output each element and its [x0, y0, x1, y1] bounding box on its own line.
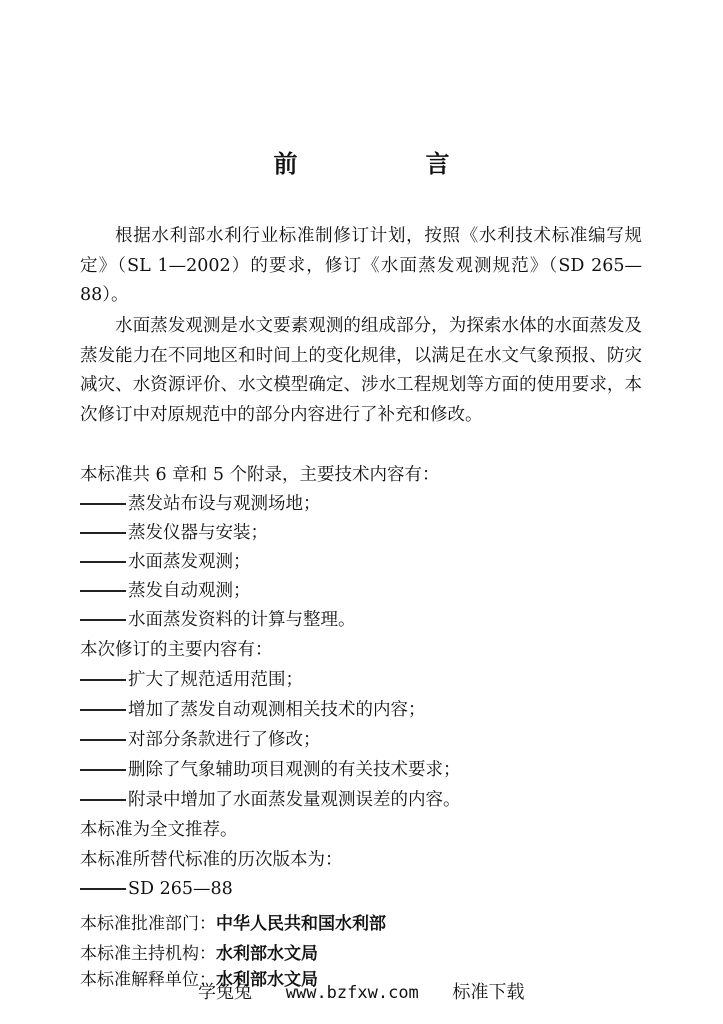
dash-mark	[80, 561, 126, 563]
tech-item-text: 蒸发自动观测；	[128, 581, 251, 601]
tech-item	[80, 490, 321, 519]
revision-item-text: 附录中增加了水面蒸发量观测误差的内容。	[128, 790, 461, 810]
revision-item-text: 对部分条款进行了修改；	[128, 730, 321, 750]
tech-item	[80, 548, 251, 577]
dash-mark	[80, 709, 126, 711]
approval-dept-value: 中华人民共和国水利部	[216, 914, 386, 934]
tech-item-text: 蒸发仪器与安装；	[128, 523, 268, 543]
revision-item-text: 扩大了规范适用范围；	[128, 670, 303, 690]
approval-host-value: 水利部水文局	[216, 944, 318, 964]
revision-item	[80, 696, 426, 725]
tech-item-text: 水面蒸发观测；	[128, 552, 251, 572]
watermark-name: 学兔兔	[198, 982, 252, 1003]
dash-mark	[80, 503, 126, 505]
watermark-url: www.bzfxw.com	[285, 983, 419, 1003]
dash-mark	[80, 619, 126, 621]
tech-item	[80, 606, 356, 635]
approval-dept-label: 本标准批准部门：	[80, 914, 216, 934]
intro-paragraph-1: 根据水利部水利行业标准制修订计划，按照《水利技术标准编写规定》（SL 1—2002）的要求，修订《水面蒸发观测规范》（SD 265—88）。	[80, 226, 642, 305]
tech-item	[80, 519, 268, 548]
history-intro: 本标准所替代标准的历次版本为：	[80, 850, 343, 870]
tech-item	[80, 577, 251, 606]
recommendation-text: 本标准为全文推荐。	[80, 820, 238, 840]
dash-mark	[80, 888, 126, 890]
dash-mark	[80, 799, 126, 801]
dash-mark	[80, 679, 126, 681]
tech-item-text: 蒸发站布设与观测场地；	[128, 494, 321, 514]
site-watermark	[198, 980, 553, 1006]
history-item-text: SD 265—88	[128, 879, 233, 899]
watermark-text: 标准下载	[452, 982, 525, 1003]
tech-item-text: 水面蒸发资料的计算与整理。	[128, 610, 356, 630]
revision-item	[80, 726, 321, 755]
approval-interp-label: 本标准解释单位：	[80, 970, 216, 990]
revision-item	[80, 756, 461, 785]
revisions-intro: 本次修订的主要内容有：	[80, 640, 273, 660]
approval-host-label: 本标准主持机构：	[80, 944, 216, 964]
revision-item	[80, 786, 461, 815]
page-title: 前 言	[273, 149, 502, 178]
history-item	[80, 875, 233, 904]
revision-item-text: 增加了蒸发自动观测相关技术的内容；	[128, 700, 426, 720]
dash-mark	[80, 590, 126, 592]
approval-dept	[80, 910, 386, 938]
tech-contents-intro: 本标准共 6 章和 5 个附录，主要技术内容有：	[80, 465, 440, 485]
dash-mark	[80, 769, 126, 771]
revision-item-text: 删除了气象辅助项目观测的有关技术要求；	[128, 760, 461, 780]
approval-interp-value: 水利部水文局	[216, 970, 318, 990]
dash-mark	[80, 739, 126, 741]
dash-mark	[80, 532, 126, 534]
intro-paragraph-2: 水面蒸发观测是水文要素观测的组成部分，为探索水体的水面蒸发及蒸发能力在不同地区和时间上的变化规律，以满足在水文气象预报、防灾减灾、水资源评价、水文模型确定、涉水工程规划等方面的使用要求，本次修订中对原规范中的部分内容进行了补充和修改。	[80, 316, 642, 425]
revision-item	[80, 666, 303, 695]
approval-host	[80, 940, 318, 968]
